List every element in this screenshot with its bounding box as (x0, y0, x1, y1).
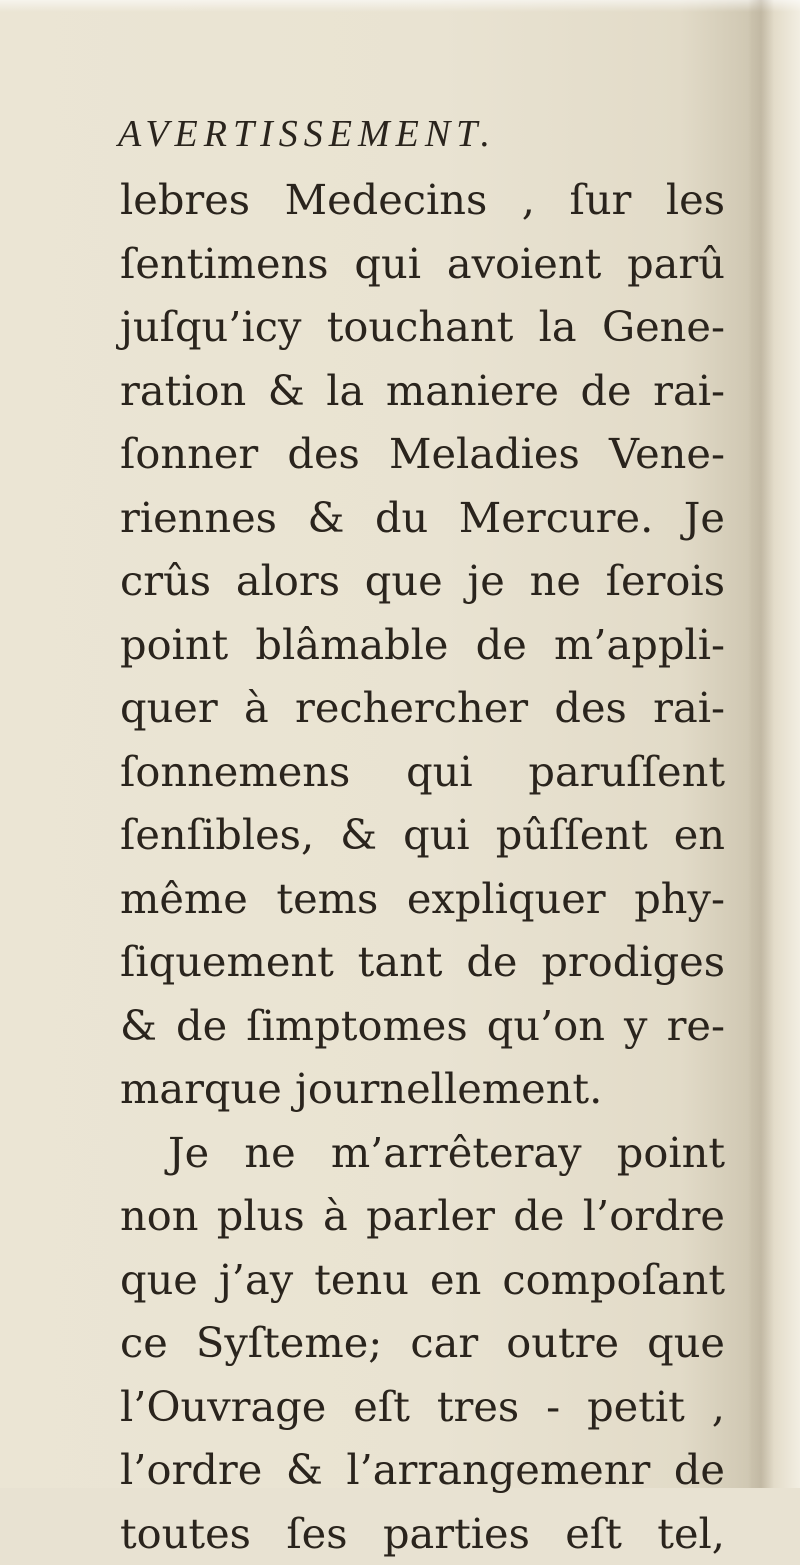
text-line: juſqu’icy touchant la Gene- (120, 295, 725, 359)
text-line: non plus à parler de l’ordre (120, 1184, 725, 1248)
body-text (120, 168, 725, 1565)
text-line: & de ſimptomes qu’on y re- (120, 994, 725, 1058)
text-line: l’Ouvrage eſt tres - petit , (120, 1375, 725, 1439)
text-line: ſonner des Meladies Vene- (120, 422, 725, 486)
running-head: AVERTISSEMENT. (118, 112, 496, 156)
text-line: ſenſibles, & qui pûſſent en (120, 803, 725, 867)
text-line: que j’ay tenu en compoſant (120, 1248, 725, 1312)
text-line: ce Syſteme; car outre que (120, 1311, 725, 1375)
text-line: toutes ſes parties eſt tel, (120, 1502, 725, 1565)
paragraph-start-line: Je ne m’arrêteray point (120, 1121, 725, 1185)
text-line: point blâmable de m’appli- (120, 613, 725, 677)
text-line: riennes & du Mercure. Je (120, 486, 725, 550)
text-line: lebres Medecins , ſur les (120, 168, 725, 232)
text-line: quer à rechercher des rai- (120, 676, 725, 740)
page-top-edge (0, 0, 800, 12)
text-line: ſentimens qui avoient parû (120, 232, 725, 296)
text-line: l’ordre & l’arrangemenr de (120, 1438, 725, 1502)
text-line: crûs alors que je ne ſerois (120, 549, 725, 613)
text-line: ſonnemens qui paruſſent (120, 740, 725, 804)
paragraph-end-line: marque journellement. (120, 1057, 725, 1121)
text-line: ſiquement tant de prodiges (120, 930, 725, 994)
text-line: ration & la maniere de rai- (120, 359, 725, 423)
gutter-shadow (748, 0, 774, 1488)
text-line: même tems expliquer phy- (120, 867, 725, 931)
